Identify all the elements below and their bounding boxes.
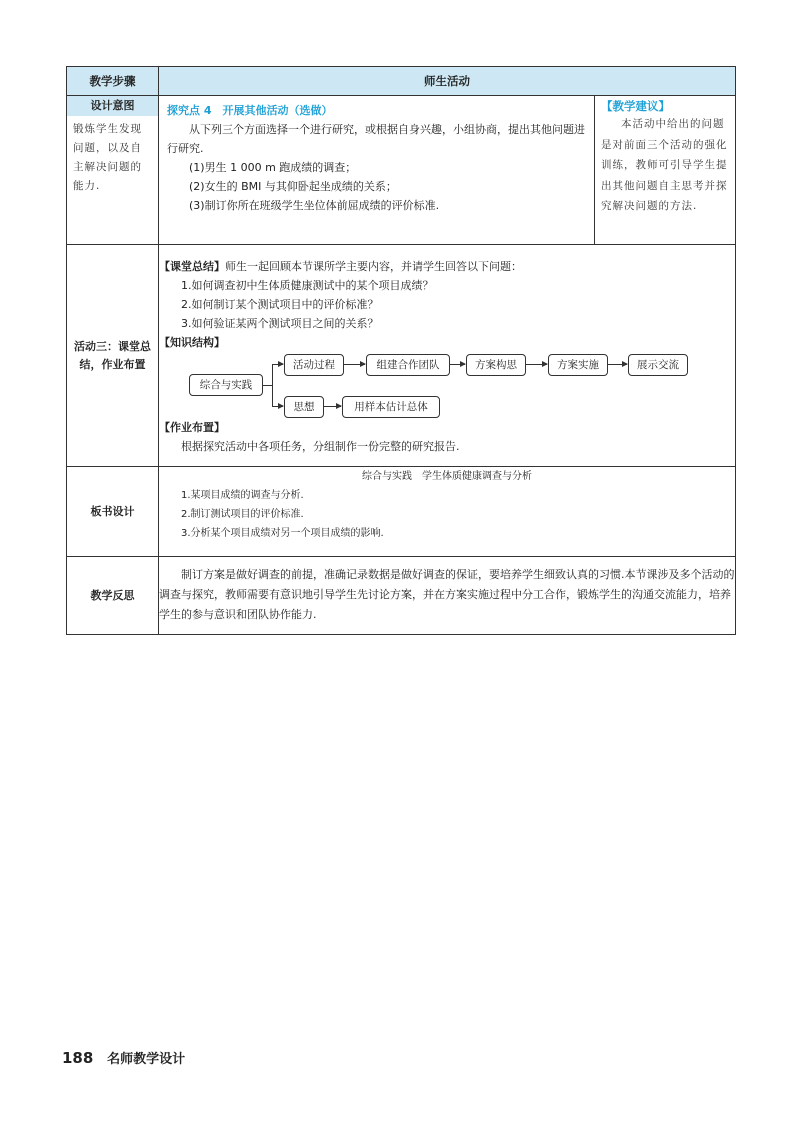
row-reflection: [67, 557, 736, 635]
flow-arrow: [272, 364, 283, 365]
board-item: 1.某项目成绩的调查与分析.: [181, 490, 304, 501]
page-footer: [62, 1048, 185, 1067]
summary-question: 3.如何验证某两个测试项目之间的关系？: [181, 317, 379, 330]
activity-3-content: [159, 245, 736, 467]
board-design-label: 板书设计: [67, 467, 159, 557]
homework-tag: 【作业布置】: [159, 421, 225, 434]
flow-arrow: [323, 406, 341, 407]
flow-node: 展示交流: [628, 354, 688, 376]
reflection-content: [159, 557, 736, 635]
design-intent-title: 设计意图: [67, 96, 158, 116]
flow-node: 思想: [284, 396, 324, 418]
flow-arrow: [449, 364, 465, 365]
design-intent-text: 锻炼学生发现问题，以及自主解决问题的能力.: [73, 123, 142, 192]
board-design-content: [159, 467, 736, 557]
summary-question: 1.如何调查初中生体质健康测试中的某个项目成绩？: [181, 279, 434, 292]
flow-node: 方案构思: [466, 354, 526, 376]
flow-node: 组建合作团队: [366, 354, 450, 376]
board-item: 3.分析某个项目成绩对另一个项目成绩的影响.: [181, 528, 384, 539]
explore-item: (2)女生的 BMI 与其仰卧起坐成绩的关系；: [189, 180, 397, 193]
explore-main: [159, 96, 594, 244]
flow-node: 方案实施: [548, 354, 608, 376]
table-header-row: [67, 67, 736, 96]
homework-text: 根据探究活动中各项任务，分组制作一份完整的研究报告.: [181, 440, 460, 453]
lesson-plan-table: [66, 66, 736, 635]
summary-question: 2.如何制订某个测试项目中的评价标准？: [181, 298, 379, 311]
activity-3-label: 活动三：课堂总结，作业布置: [67, 245, 159, 467]
suggestion-title: 【教学建议】: [601, 99, 670, 113]
board-item: 2.制订测试项目的评价标准.: [181, 509, 304, 520]
explore-item: (1)男生 1 000 m 跑成绩的调查；: [189, 161, 357, 174]
header-teaching-steps: 教学步骤: [67, 67, 159, 96]
explore-intro: 从下列三个方面选择一个进行研究，或根据自身兴趣，小组协商，提出其他问题进行研究.: [167, 123, 585, 155]
summary-tag: 【课堂总结】: [159, 260, 225, 273]
reflection-text: 制订方案是做好调查的前提，准确记录数据是做好调查的保证，要培养学生细致认真的习惯.本节课涉及多个活动的调查与探究，教师需要有意识地引导学生先讨论方案，并在方案实施过程中分工合作，锻炼学生的沟通交流能力，培养学生的参与意识和团队协作能力.: [159, 568, 735, 621]
flow-connector: [262, 385, 272, 386]
summary-text: 师生一起回顾本节课所学主要内容，并请学生回答以下问题：: [225, 260, 522, 273]
row-board-design: [67, 467, 736, 557]
page-number: 188: [62, 1049, 94, 1067]
flow-arrow: [343, 364, 365, 365]
explore-content-cell: [159, 96, 736, 245]
flow-arrow: [607, 364, 627, 365]
explore-item: (3)制订你所在班级学生坐位体前屈成绩的评价标准.: [189, 199, 440, 212]
reflection-label: 教学反思: [67, 557, 159, 635]
flow-node: 活动过程: [284, 354, 344, 376]
flow-node: 用样本估计总体: [342, 396, 440, 418]
explore-heading: 探究点 4 开展其他活动（选做）: [167, 104, 333, 117]
flow-root: 综合与实践: [189, 374, 263, 396]
flow-arrow: [525, 364, 547, 365]
structure-tag: 【知识结构】: [159, 336, 225, 349]
header-activities: 师生活动: [159, 67, 736, 96]
teaching-suggestion: [594, 96, 735, 244]
board-title: 综合与实践 学生体质健康调查与分析: [362, 471, 532, 482]
suggestion-text: 本活动中给出的问题是对前面三个活动的强化训练，教师可引导学生提出其他问题自主思考并探究解决问题的方法.: [601, 118, 728, 212]
flow-arrow: [272, 406, 283, 407]
book-title: 名师教学设计: [107, 1052, 186, 1067]
flow-connector: [272, 364, 273, 406]
row-activity-3: [67, 245, 736, 467]
knowledge-structure-diagram: [189, 354, 735, 416]
design-intent-cell: [67, 96, 159, 245]
row-explore-4: [67, 96, 736, 245]
